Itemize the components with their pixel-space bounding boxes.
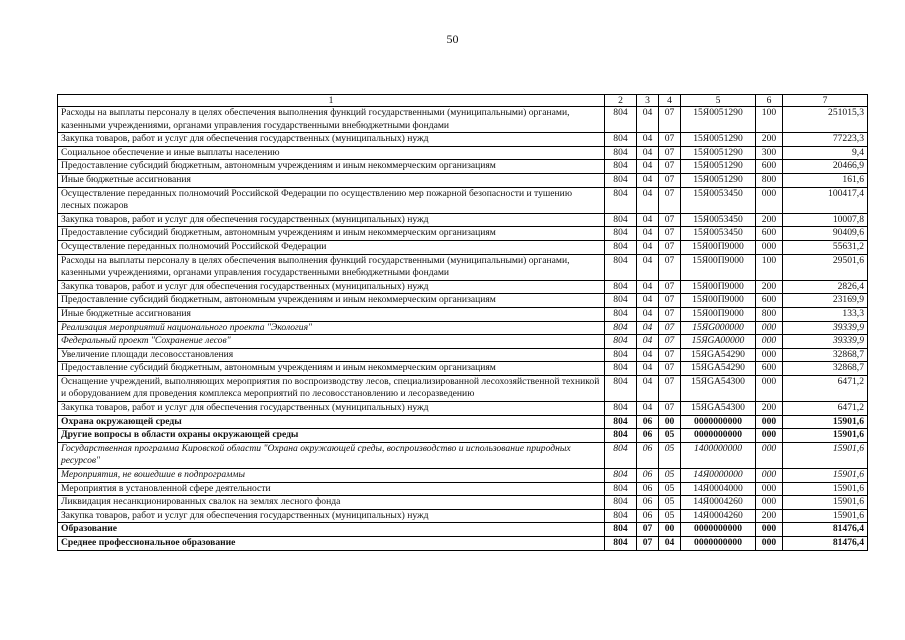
amount-cell: 15901,6 (783, 415, 868, 429)
table-row (58, 482, 868, 496)
amount-cell: 39339,9 (783, 321, 868, 335)
amount-cell: 9,4 (783, 146, 868, 160)
subsection-code-cell: 05 (659, 509, 681, 523)
expense-name-cell: Мероприятия в установленной сфере деятельности (58, 482, 605, 496)
expense-type-code-cell: 000 (756, 240, 783, 254)
col-header-1: 1 (58, 95, 605, 107)
expense-name-cell: Предоставление субсидий бюджетным, автономным учреждениям и иным некоммерческим организациям (58, 294, 605, 308)
expense-type-code-cell: 600 (756, 362, 783, 376)
table-row (58, 280, 868, 294)
amount-cell: 55631,2 (783, 240, 868, 254)
section-code-cell: 04 (637, 348, 659, 362)
section-code-cell: 04 (637, 254, 659, 280)
table-row (58, 133, 868, 147)
expense-name-cell: Закупка товаров, работ и услуг для обеспечения государственных (муниципальных) нужд (58, 213, 605, 227)
table-row (58, 227, 868, 241)
section-code-cell: 04 (637, 107, 659, 133)
table-row (58, 321, 868, 335)
section-code-cell: 04 (637, 307, 659, 321)
target-article-code-cell: 0000000000 (681, 415, 756, 429)
ministry-code-cell: 804 (605, 348, 637, 362)
expense-name-cell: Ликвидация несанкционированных свалок на землях лесного фонда (58, 496, 605, 510)
table-row (58, 469, 868, 483)
expense-name-cell: Иные бюджетные ассигнования (58, 173, 605, 187)
ministry-code-cell: 804 (605, 254, 637, 280)
table-row (58, 362, 868, 376)
amount-cell: 20466,9 (783, 160, 868, 174)
table-row (58, 537, 868, 551)
subsection-code-cell: 05 (659, 469, 681, 483)
section-code-cell: 06 (637, 509, 659, 523)
expense-name-cell: Реализация мероприятий национального проекта "Экология" (58, 321, 605, 335)
ministry-code-cell: 804 (605, 523, 637, 537)
amount-cell: 32868,7 (783, 362, 868, 376)
section-code-cell: 06 (637, 469, 659, 483)
ministry-code-cell: 804 (605, 146, 637, 160)
section-code-cell: 04 (637, 227, 659, 241)
expense-type-code-cell: 600 (756, 294, 783, 308)
expense-name-cell: Мероприятия, не вошедшие в подпрограммы (58, 469, 605, 483)
budget-table-body (58, 95, 868, 551)
target-article-code-cell: 15Я0053450 (681, 213, 756, 227)
expense-name-cell: Образование (58, 523, 605, 537)
target-article-code-cell: 1400000000 (681, 442, 756, 468)
subsection-code-cell: 07 (659, 133, 681, 147)
ministry-code-cell: 804 (605, 213, 637, 227)
subsection-code-cell: 07 (659, 280, 681, 294)
section-code-cell: 04 (637, 133, 659, 147)
header-row (58, 95, 868, 107)
ministry-code-cell: 804 (605, 321, 637, 335)
subsection-code-cell: 07 (659, 227, 681, 241)
amount-cell: 251015,3 (783, 107, 868, 133)
ministry-code-cell: 804 (605, 362, 637, 376)
amount-cell: 6471,2 (783, 402, 868, 416)
target-article-code-cell: 15ЯGA54300 (681, 402, 756, 416)
expense-type-code-cell: 000 (756, 335, 783, 349)
ministry-code-cell: 804 (605, 240, 637, 254)
target-article-code-cell: 15Я00П9000 (681, 307, 756, 321)
page-number: 50 (446, 32, 459, 46)
amount-cell: 161,6 (783, 173, 868, 187)
target-article-code-cell: 15Я00П9000 (681, 294, 756, 308)
table-row (58, 375, 868, 401)
table-row (58, 442, 868, 468)
col-header-6: 6 (756, 95, 783, 107)
target-article-code-cell: 15ЯG000000 (681, 321, 756, 335)
subsection-code-cell: 07 (659, 362, 681, 376)
expense-type-code-cell: 000 (756, 537, 783, 551)
expense-type-code-cell: 000 (756, 415, 783, 429)
expense-name-cell: Предоставление субсидий бюджетным, автономным учреждениям и иным некоммерческим организациям (58, 160, 605, 174)
ministry-code-cell: 804 (605, 537, 637, 551)
subsection-code-cell: 07 (659, 146, 681, 160)
table-row (58, 107, 868, 133)
ministry-code-cell: 804 (605, 469, 637, 483)
expense-name-cell: Среднее профессиональное образование (58, 537, 605, 551)
section-code-cell: 04 (637, 213, 659, 227)
ministry-code-cell: 804 (605, 509, 637, 523)
expense-name-cell: Закупка товаров, работ и услуг для обеспечения государственных (муниципальных) нужд (58, 509, 605, 523)
expense-type-code-cell: 000 (756, 321, 783, 335)
ministry-code-cell: 804 (605, 294, 637, 308)
table-row (58, 254, 868, 280)
table-row (58, 496, 868, 510)
amount-cell: 15901,6 (783, 469, 868, 483)
expense-name-cell: Иные бюджетные ассигнования (58, 307, 605, 321)
col-header-5: 5 (681, 95, 756, 107)
section-code-cell: 06 (637, 415, 659, 429)
ministry-code-cell: 804 (605, 307, 637, 321)
expense-type-code-cell: 200 (756, 402, 783, 416)
expense-type-code-cell: 000 (756, 482, 783, 496)
section-code-cell: 04 (637, 294, 659, 308)
target-article-code-cell: 15Я0053450 (681, 187, 756, 213)
expense-name-cell: Расходы на выплаты персоналу в целях обеспечения выполнения функций государственными (муниципальными) органами, казенными учреждениями, органами управления государственными внебюджетными фондами (58, 254, 605, 280)
expense-type-code-cell: 000 (756, 496, 783, 510)
amount-cell: 15901,6 (783, 482, 868, 496)
target-article-code-cell: 15Я0053450 (681, 227, 756, 241)
ministry-code-cell: 804 (605, 280, 637, 294)
col-header-3: 3 (637, 95, 659, 107)
amount-cell: 81476,4 (783, 537, 868, 551)
subsection-code-cell: 05 (659, 442, 681, 468)
ministry-code-cell: 804 (605, 227, 637, 241)
expense-type-code-cell: 200 (756, 509, 783, 523)
ministry-code-cell: 804 (605, 160, 637, 174)
table-row (58, 509, 868, 523)
amount-cell: 100417,4 (783, 187, 868, 213)
target-article-code-cell: 15Я0051290 (681, 133, 756, 147)
amount-cell: 2826,4 (783, 280, 868, 294)
amount-cell: 29501,6 (783, 254, 868, 280)
target-article-code-cell: 15Я0051290 (681, 160, 756, 174)
section-code-cell: 04 (637, 402, 659, 416)
table-row (58, 146, 868, 160)
section-code-cell: 04 (637, 362, 659, 376)
amount-cell: 15901,6 (783, 496, 868, 510)
ministry-code-cell: 804 (605, 429, 637, 443)
table-row (58, 160, 868, 174)
subsection-code-cell: 07 (659, 294, 681, 308)
ministry-code-cell: 804 (605, 482, 637, 496)
ministry-code-cell: 804 (605, 496, 637, 510)
subsection-code-cell: 07 (659, 335, 681, 349)
ministry-code-cell: 804 (605, 442, 637, 468)
expense-name-cell: Предоставление субсидий бюджетным, автономным учреждениям и иным некоммерческим организациям (58, 362, 605, 376)
table-row (58, 415, 868, 429)
section-code-cell: 04 (637, 240, 659, 254)
subsection-code-cell: 05 (659, 482, 681, 496)
expense-type-code-cell: 800 (756, 307, 783, 321)
expense-name-cell: Закупка товаров, работ и услуг для обеспечения государственных (муниципальных) нужд (58, 402, 605, 416)
subsection-code-cell: 05 (659, 496, 681, 510)
table-row (58, 213, 868, 227)
expense-name-cell: Государственная программа Кировской области "Охрана окружающей среды, воспроизводство и использование природных ресурсов" (58, 442, 605, 468)
subsection-code-cell: 07 (659, 240, 681, 254)
expense-type-code-cell: 800 (756, 173, 783, 187)
subsection-code-cell: 00 (659, 415, 681, 429)
subsection-code-cell: 07 (659, 107, 681, 133)
table-row (58, 335, 868, 349)
expense-name-cell: Оснащение учреждений, выполняющих мероприятия по воспроизводству лесов, специализированной лесохозяйственной техникой и оборудованием для проведения комплекса мероприятий по лесовосстановлению и лесоразведению (58, 375, 605, 401)
budget-table (57, 94, 868, 551)
expense-name-cell: Осуществление переданных полномочий Российской Федерации по осуществлению мер пожарной безопасности и тушению лесных пожаров (58, 187, 605, 213)
table-row (58, 294, 868, 308)
table-row (58, 307, 868, 321)
amount-cell: 15901,6 (783, 429, 868, 443)
section-code-cell: 04 (637, 321, 659, 335)
expense-type-code-cell: 200 (756, 133, 783, 147)
section-code-cell: 06 (637, 496, 659, 510)
expense-name-cell: Осуществление переданных полномочий Российской Федерации (58, 240, 605, 254)
expense-name-cell: Предоставление субсидий бюджетным, автономным учреждениям и иным некоммерческим организациям (58, 227, 605, 241)
col-header-2: 2 (605, 95, 637, 107)
expense-type-code-cell: 000 (756, 469, 783, 483)
subsection-code-cell: 07 (659, 348, 681, 362)
target-article-code-cell: 15Я00П9000 (681, 280, 756, 294)
ministry-code-cell: 804 (605, 187, 637, 213)
expense-name-cell: Социальное обеспечение и иные выплаты населению (58, 146, 605, 160)
amount-cell: 77223,3 (783, 133, 868, 147)
subsection-code-cell: 00 (659, 523, 681, 537)
expense-type-code-cell: 200 (756, 213, 783, 227)
amount-cell: 10007,8 (783, 213, 868, 227)
amount-cell: 23169,9 (783, 294, 868, 308)
amount-cell: 39339,9 (783, 335, 868, 349)
target-article-code-cell: 15Я0051290 (681, 107, 756, 133)
subsection-code-cell: 05 (659, 429, 681, 443)
target-article-code-cell: 15Я00П9000 (681, 254, 756, 280)
subsection-code-cell: 07 (659, 321, 681, 335)
expense-type-code-cell: 100 (756, 254, 783, 280)
subsection-code-cell: 04 (659, 537, 681, 551)
expense-name-cell: Охрана окружающей среды (58, 415, 605, 429)
table-row (58, 187, 868, 213)
expense-name-cell: Расходы на выплаты персоналу в целях обеспечения выполнения функций государственными (муниципальными) органами, казенными учреждениями, органами управления государственными внебюджетными фондами (58, 107, 605, 133)
target-article-code-cell: 14Я0004000 (681, 482, 756, 496)
expense-type-code-cell: 000 (756, 187, 783, 213)
section-code-cell: 06 (637, 482, 659, 496)
section-code-cell: 04 (637, 173, 659, 187)
target-article-code-cell: 14Я0004260 (681, 509, 756, 523)
target-article-code-cell: 15Я0051290 (681, 146, 756, 160)
table-row (58, 173, 868, 187)
amount-cell: 6471,2 (783, 375, 868, 401)
ministry-code-cell: 804 (605, 415, 637, 429)
expense-type-code-cell: 100 (756, 107, 783, 133)
expense-name-cell: Федеральный проект "Сохранение лесов" (58, 335, 605, 349)
col-header-7: 7 (783, 95, 868, 107)
ministry-code-cell: 804 (605, 335, 637, 349)
ministry-code-cell: 804 (605, 375, 637, 401)
target-article-code-cell: 0000000000 (681, 429, 756, 443)
subsection-code-cell: 07 (659, 213, 681, 227)
section-code-cell: 07 (637, 537, 659, 551)
table-row (58, 402, 868, 416)
section-code-cell: 06 (637, 442, 659, 468)
subsection-code-cell: 07 (659, 254, 681, 280)
ministry-code-cell: 804 (605, 133, 637, 147)
expense-name-cell: Увеличение площади лесовосстановления (58, 348, 605, 362)
expense-name-cell: Другие вопросы в области охраны окружающей среды (58, 429, 605, 443)
section-code-cell: 04 (637, 146, 659, 160)
target-article-code-cell: 14Я0004260 (681, 496, 756, 510)
col-header-4: 4 (659, 95, 681, 107)
section-code-cell: 07 (637, 523, 659, 537)
expense-type-code-cell: 600 (756, 160, 783, 174)
section-code-cell: 04 (637, 280, 659, 294)
target-article-code-cell: 14Я0000000 (681, 469, 756, 483)
amount-cell: 133,3 (783, 307, 868, 321)
ministry-code-cell: 804 (605, 107, 637, 133)
expense-type-code-cell: 000 (756, 348, 783, 362)
target-article-code-cell: 15Я0051290 (681, 173, 756, 187)
table-row (58, 240, 868, 254)
section-code-cell: 04 (637, 335, 659, 349)
subsection-code-cell: 07 (659, 402, 681, 416)
section-code-cell: 04 (637, 375, 659, 401)
ministry-code-cell: 804 (605, 173, 637, 187)
expense-type-code-cell: 000 (756, 442, 783, 468)
amount-cell: 90409,6 (783, 227, 868, 241)
target-article-code-cell: 15ЯGA00000 (681, 335, 756, 349)
amount-cell: 32868,7 (783, 348, 868, 362)
amount-cell: 81476,4 (783, 523, 868, 537)
expense-type-code-cell: 000 (756, 375, 783, 401)
expense-type-code-cell: 000 (756, 523, 783, 537)
expense-type-code-cell: 200 (756, 280, 783, 294)
target-article-code-cell: 15ЯGA54290 (681, 348, 756, 362)
subsection-code-cell: 07 (659, 160, 681, 174)
expense-type-code-cell: 300 (756, 146, 783, 160)
amount-cell: 15901,6 (783, 509, 868, 523)
subsection-code-cell: 07 (659, 307, 681, 321)
section-code-cell: 04 (637, 187, 659, 213)
amount-cell: 15901,6 (783, 442, 868, 468)
expense-type-code-cell: 000 (756, 429, 783, 443)
target-article-code-cell: 0000000000 (681, 523, 756, 537)
table-row (58, 523, 868, 537)
subsection-code-cell: 07 (659, 375, 681, 401)
table-row (58, 348, 868, 362)
table-row (58, 429, 868, 443)
target-article-code-cell: 0000000000 (681, 537, 756, 551)
expense-type-code-cell: 600 (756, 227, 783, 241)
ministry-code-cell: 804 (605, 402, 637, 416)
subsection-code-cell: 07 (659, 173, 681, 187)
subsection-code-cell: 07 (659, 187, 681, 213)
section-code-cell: 06 (637, 429, 659, 443)
target-article-code-cell: 15Я00П9000 (681, 240, 756, 254)
expense-name-cell: Закупка товаров, работ и услуг для обеспечения государственных (муниципальных) нужд (58, 133, 605, 147)
section-code-cell: 04 (637, 160, 659, 174)
target-article-code-cell: 15ЯGA54290 (681, 362, 756, 376)
target-article-code-cell: 15ЯGA54300 (681, 375, 756, 401)
expense-name-cell: Закупка товаров, работ и услуг для обеспечения государственных (муниципальных) нужд (58, 280, 605, 294)
